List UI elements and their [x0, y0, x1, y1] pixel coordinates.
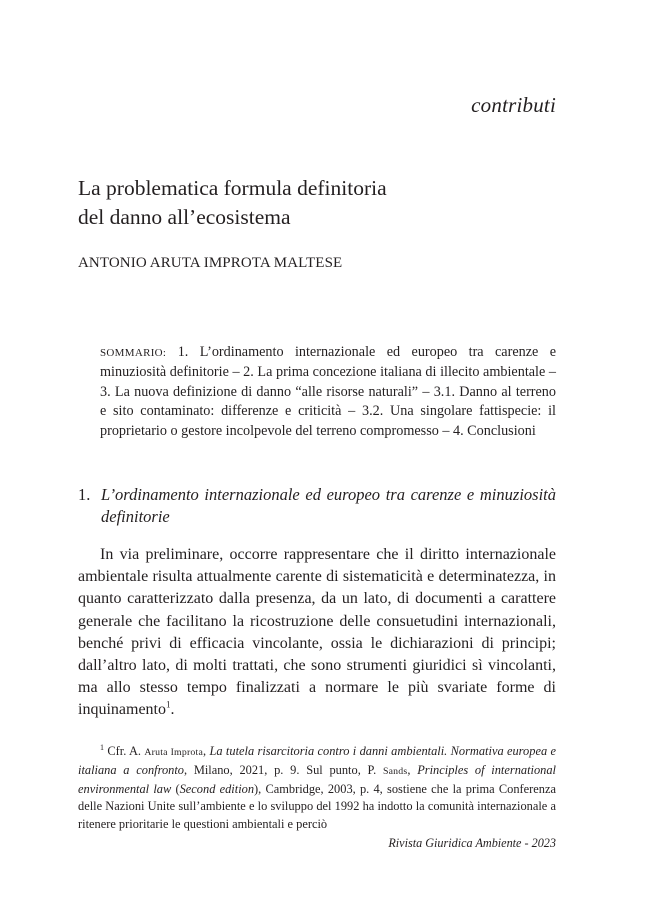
section-number: 1. — [78, 485, 91, 504]
footnote-mark: 1 — [100, 742, 104, 752]
section-heading-text: L’ordinamento internazionale ed europeo tra carenze e minuziosità definitorie — [101, 485, 556, 526]
body-paragraph: In via preliminare, occorre rappresentare che il diritto internazionale ambientale risulta attualmente carente di sistematicità e determinatezza, in quanto caratterizzato dalla presenza, da un lato, di documenti a carattere generale che facilitano la ricostruzione delle consuetudini internazionali, benché privi di efficacia vincolante, ossia le dichiarazioni di principi; dall’altro lato, di molti trattati, che sono strumenti giuridici sì vincolanti, ma allo stesso tempo finalizzati a normare le più svariate forme di inquinamento$^1$. — [78, 546, 556, 719]
footnote-text-1: Cfr. A. — [107, 744, 142, 758]
footnote-text-2: , Milano, 2021, p. 9. Sul punto, P. — [183, 762, 377, 777]
article-title — [78, 174, 558, 232]
footnote-author-1: Aruta Improta — [144, 747, 204, 758]
footnote-text-4: ), Cambridge, 2003, p. 4, sostiene che la prima Conferenza delle Nazioni Unite sull’ambiente e lo sviluppo del 1992 ha indotto la comunità internazionale a ritenere prioritarie le questioni ambientali e perciò — [78, 781, 556, 832]
summary-lead: SOMMARIO: — [100, 347, 167, 359]
footnote-title-1: La tutela risarcitoria contro i danni ambientali. Normativa europea e italiana a confronto — [78, 744, 556, 777]
footnote: $^1$ Cfr. A. Aruta Improta, La tutela risarcitoria contro i danni ambientali. Normativa europea e italiana a confronto, Milano, 2021, p. 9. Sul punto, P. Sands, Principles of international environmental law (Second edition), Cambridge, 2003, p. 4, sostiene che la prima Conferenza delle Nazioni Unite sull’ambiente e lo sviluppo del 1992 ha indotto la comunità internazionale a ritenere prioritarie le questioni ambientali e perciò — [78, 742, 556, 832]
summary — [100, 343, 556, 441]
footnote-reference[interactable]: 1 — [165, 700, 171, 711]
section-heading — [78, 484, 556, 528]
article-title-line-2: del danno all’ecosistema — [78, 205, 291, 229]
footnote-edition: Second edition — [179, 781, 255, 796]
footnote-author-2: Sands — [382, 765, 408, 777]
footnote-title-2: Principles of international environmental law — [78, 762, 556, 796]
body-paragraph-text: In via preliminare, occorre rappresentare che il diritto internazionale ambientale risulta attualmente carente di sistematicità e determinatezza, in quanto caratterizzato dalla presenza, da un lato, di documenti a carattere generale che facilitano la ricostruzione delle consuetudini internazionali, benché privi di efficacia vincolante, ossia le dichiarazioni di principi; dall’altro lato, di molti trattati, che sono strumenti giuridici sì vincolanti, ma allo stesso tempo finalizzati a normare le più svariate forme di inquinamento — [78, 546, 556, 719]
summary-text: 1. L’ordinamento internazionale ed europeo tra carenze e minuziosità definitorie – 2. La prima concezione italiana di illecito ambientale – 3. La nuova definizione di danno “alle risorse naturali” – 3.1. Danno al terreno e sito contaminato: differenze e criticità – 3.2. Una singolare fattispecie: il proprietario o gestore incolpevole del terreno compromesso – 4. Conclusioni — [100, 344, 557, 439]
section-label: contributi — [471, 93, 556, 117]
article-title-line-1: La problematica formula definitoria — [78, 176, 387, 200]
article-author: ANTONIO ARUTA IMPROTA MALTESE — [78, 255, 343, 271]
journal-footer: Rivista Giuridica Ambiente - 2023 — [388, 836, 556, 850]
footnote-text-3: ( — [171, 781, 180, 796]
